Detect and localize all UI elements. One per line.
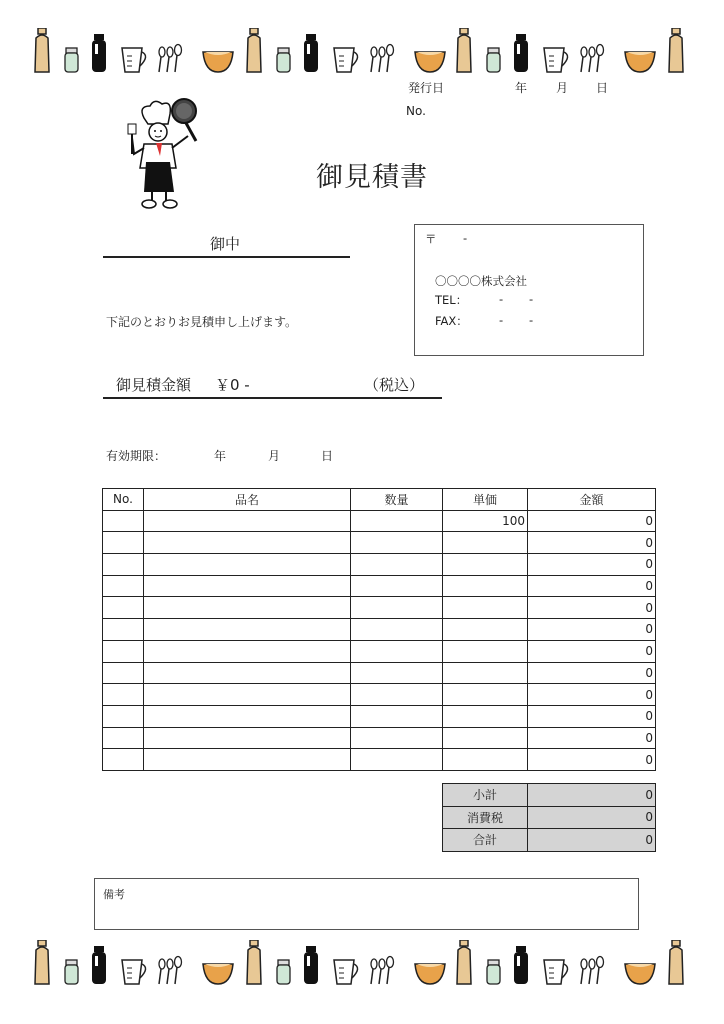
cell-unit-price[interactable] [443,619,528,641]
table-row [103,510,656,532]
recipient-suffix: 御中 [210,235,241,253]
cell-no[interactable] [103,532,144,554]
consumption-tax-row [443,806,656,829]
document-number-label: No. [406,104,426,118]
cell-item[interactable] [144,554,351,576]
salt-shaker-icon [277,48,290,72]
fax-dash-2: - [529,313,534,327]
salt-shaker-icon [65,48,78,72]
quote-amount-label: 御見積金額 [116,376,192,394]
cell-unit-price[interactable] [443,532,528,554]
measuring-spoons-icon [159,957,182,985]
thermos-icon [92,946,106,984]
cell-no[interactable] [103,575,144,597]
bottle-icon [35,28,49,72]
salt-shaker-icon [487,960,500,984]
document-title: 御見積書 [316,162,428,193]
cell-amount[interactable]: 0 [528,662,656,684]
cell-unit-price[interactable] [443,749,528,771]
postal-dash: - [463,231,468,245]
salt-shaker-icon [277,960,290,984]
table-row [103,727,656,749]
table-row [103,532,656,554]
cell-item[interactable] [144,705,351,727]
tel-dash-2: - [529,292,534,306]
cell-qty[interactable] [351,662,443,684]
cell-unit-price[interactable] [443,640,528,662]
cell-qty[interactable] [351,597,443,619]
cell-no[interactable] [103,640,144,662]
thermos-icon [304,34,318,72]
subtotal-row [443,784,656,807]
measuring-spoons-icon [159,45,182,73]
mixing-bowl-icon [203,964,233,984]
mixing-bowl-icon [415,52,445,72]
bottle-icon [247,28,261,72]
cell-no[interactable] [103,749,144,771]
intro-text: 下記のとおりお見積申し上げます。 [106,315,298,329]
quote-amount-value: ￥0 - [215,376,250,394]
bottle-icon [457,940,471,984]
salt-shaker-icon [487,48,500,72]
cell-amount[interactable]: 0 [528,727,656,749]
col-header-item: 品名 [144,489,351,511]
consumption-tax-label: 消費税 [443,806,528,829]
cell-qty[interactable] [351,554,443,576]
cell-no[interactable] [103,554,144,576]
cell-item[interactable] [144,575,351,597]
cell-qty[interactable] [351,684,443,706]
items-table [102,488,656,771]
measuring-cup-icon [544,960,568,984]
cell-no[interactable] [103,727,144,749]
validity-month: 月 [268,449,281,463]
table-header-row [103,489,656,511]
validity-year: 年 [214,449,227,463]
cell-amount[interactable]: 0 [528,749,656,771]
salt-shaker-icon [65,960,78,984]
issue-year-label: 年 [515,81,528,95]
cell-no[interactable] [103,662,144,684]
cell-unit-price[interactable]: 100 [443,510,528,532]
cell-item[interactable] [144,749,351,771]
table-row [103,619,656,641]
bottle-icon [457,28,471,72]
top-border-decoration [28,28,696,74]
recipient-underline [103,256,350,258]
table-row [103,640,656,662]
fax-dash-1: - [499,313,504,327]
mixing-bowl-icon [625,964,655,984]
cell-no[interactable] [103,684,144,706]
measuring-cup-icon [122,48,146,72]
cell-item[interactable] [144,619,351,641]
col-header-qty: 数量 [351,489,443,511]
cell-item[interactable] [144,727,351,749]
company-name: 〇〇〇〇株式会社 [435,274,527,288]
cell-amount[interactable]: 0 [528,640,656,662]
cell-item[interactable] [144,662,351,684]
grand-total-value: 0 [528,829,656,852]
issue-day-label: 日 [596,81,609,95]
company-info-box [414,224,644,356]
bottle-icon [35,940,49,984]
thermos-icon [92,34,106,72]
tel-dash-1: - [499,292,504,306]
amount-underline [103,397,442,399]
cell-qty[interactable] [351,532,443,554]
table-row [103,684,656,706]
cell-amount[interactable]: 0 [528,684,656,706]
cell-qty[interactable] [351,705,443,727]
validity-day: 日 [321,449,334,463]
subtotal-label: 小計 [443,784,528,807]
cell-item[interactable] [144,597,351,619]
table-row [103,575,656,597]
cell-amount[interactable]: 0 [528,619,656,641]
cell-qty[interactable] [351,510,443,532]
cell-no[interactable] [103,705,144,727]
consumption-tax-value: 0 [528,806,656,829]
validity-label: 有効期限： [106,449,167,463]
cell-unit-price[interactable] [443,684,528,706]
issue-month-label: 月 [556,81,569,95]
subtotal-value: 0 [528,784,656,807]
cell-item[interactable] [144,532,351,554]
table-row [103,749,656,771]
col-header-no: No. [103,489,144,511]
cell-unit-price[interactable] [443,705,528,727]
tax-included-label: （税込） [364,376,425,394]
measuring-spoons-icon [371,957,394,985]
measuring-cup-icon [122,960,146,984]
table-row [103,597,656,619]
totals-table [442,783,656,852]
cell-qty[interactable] [351,749,443,771]
tel-label: TEL： [435,293,468,307]
bottle-icon [247,940,261,984]
measuring-cup-icon [334,960,358,984]
measuring-cup-icon [334,48,358,72]
cell-amount[interactable]: 0 [528,705,656,727]
col-header-unit-price: 単価 [443,489,528,511]
measuring-cup-icon [544,48,568,72]
table-row [103,705,656,727]
bottle-icon [669,28,683,72]
cell-unit-price[interactable] [443,727,528,749]
cell-no[interactable] [103,510,144,532]
postal-mark: 〒 [425,232,437,246]
grand-total-label: 合計 [443,829,528,852]
mixing-bowl-icon [625,52,655,72]
bottom-border-decoration [28,940,696,986]
cell-unit-price[interactable] [443,554,528,576]
cell-item[interactable] [144,640,351,662]
thermos-icon [514,946,528,984]
cell-qty[interactable] [351,619,443,641]
cell-unit-price[interactable] [443,597,528,619]
issue-date-label: 発行日 [408,81,445,95]
cell-item[interactable] [144,510,351,532]
mixing-bowl-icon [203,52,233,72]
cell-no[interactable] [103,597,144,619]
thermos-icon [514,34,528,72]
remarks-label: 備考 [103,888,125,901]
cell-qty[interactable] [351,727,443,749]
cell-unit-price[interactable] [443,575,528,597]
cell-item[interactable] [144,684,351,706]
measuring-spoons-icon [581,45,604,73]
table-row [103,662,656,684]
cell-amount[interactable]: 0 [528,575,656,597]
grand-total-row [443,829,656,852]
cell-amount[interactable]: 0 [528,554,656,576]
chef-with-frying-pan-icon [126,96,206,210]
cell-amount[interactable]: 0 [528,597,656,619]
fax-label: FAX： [435,314,468,328]
col-header-amount: 金額 [528,489,656,511]
bottle-icon [669,940,683,984]
cell-unit-price[interactable] [443,662,528,684]
cell-qty[interactable] [351,575,443,597]
table-row [103,554,656,576]
mixing-bowl-icon [415,964,445,984]
cell-qty[interactable] [351,640,443,662]
measuring-spoons-icon [581,957,604,985]
thermos-icon [304,946,318,984]
measuring-spoons-icon [371,45,394,73]
cell-amount[interactable]: 0 [528,510,656,532]
remarks-box[interactable] [94,878,639,930]
cell-no[interactable] [103,619,144,641]
cell-amount[interactable]: 0 [528,532,656,554]
